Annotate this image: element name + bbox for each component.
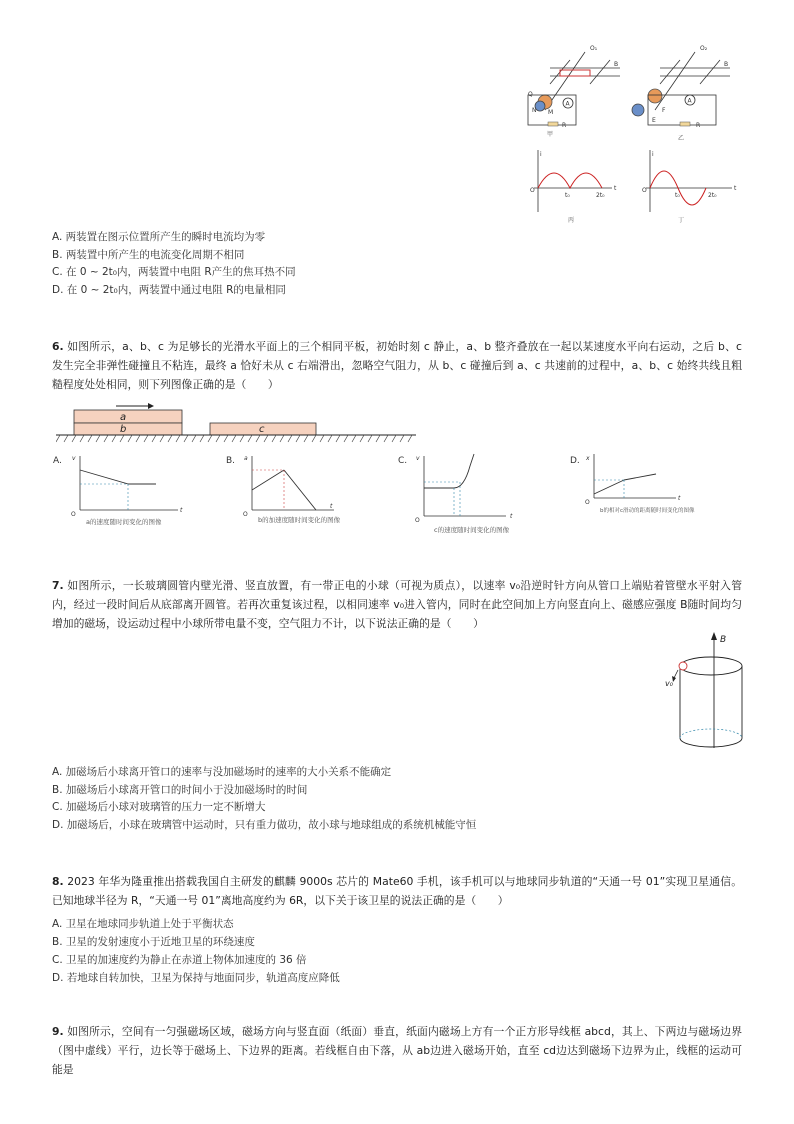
q6-graph-d-caption: b的相对c滑动的距离随时间变化的图像 <box>600 508 695 514</box>
svg-text:x: x <box>586 455 590 462</box>
svg-text:Q: Q <box>528 91 533 98</box>
svg-text:E: E <box>652 117 656 124</box>
q6-velocity-arrow <box>148 403 154 409</box>
q6-graph-d-label: D. <box>570 456 580 466</box>
q9-number: 9. <box>52 1025 64 1038</box>
svg-text:A: A <box>565 100 570 108</box>
q7-b-arrow <box>711 632 717 640</box>
q7-option-b: B. 加磁场后小球离开管口的时间小于没加磁场时的时间 <box>52 784 308 796</box>
svg-text:B: B <box>720 635 727 645</box>
q6-block-a <box>74 410 182 423</box>
svg-text:t₀: t₀ <box>675 192 680 199</box>
svg-text:t: t <box>330 503 333 510</box>
svg-text:O: O <box>530 187 535 194</box>
svg-text:t₀: t₀ <box>565 192 570 199</box>
q5-option-a: A. 两装置在图示位置所产生的瞬时电流均为零 <box>52 231 266 243</box>
q9-stem <box>52 1022 742 1079</box>
svg-text:t: t <box>180 507 183 514</box>
q8-option-a: A. 卫星在地球同步轨道上处于平衡状态 <box>52 918 234 930</box>
svg-text:O₂: O₂ <box>700 45 708 52</box>
q8-text: 2023 年华为隆重推出搭载我国自主研发的麒麟 9000s 芯片的 Mate60 手机，该手机可以与地球同步轨道的“天通一号 01”实现卫星通信。已知地球半径为 R，“天通一号 01”离地高度约为 6R，以下关于该卫星的说法正确的是（ ） <box>52 875 743 907</box>
svg-text:N: N <box>532 107 537 114</box>
q7-ball <box>679 662 687 670</box>
svg-text:R: R <box>562 122 567 129</box>
svg-text:O: O <box>585 499 590 506</box>
q5-apparatus-jia <box>528 45 620 138</box>
q8-option-d: D. 若地球自转加快，卫星为保持与地面同步，轨道高度应降低 <box>52 972 340 984</box>
q7-option-d: D. 加磁场后，小球在玻璃管中运动时，只有重力做功，故小球与地球组成的系统机械能守恒 <box>52 819 477 831</box>
q6-graph-b-label: B. <box>226 456 236 466</box>
q5-graph-bing <box>530 150 617 224</box>
svg-text:t: t <box>678 495 681 502</box>
svg-text:a: a <box>244 455 248 462</box>
q7-option-a: A. 加磁场后小球离开管口的速率与没加磁场时的速率的大小关系不能确定 <box>52 766 392 778</box>
q8-stem <box>52 872 742 910</box>
svg-text:t: t <box>734 185 737 192</box>
svg-text:O: O <box>642 187 647 194</box>
svg-text:2t₀: 2t₀ <box>708 192 717 199</box>
q7-text: 如图所示，一长玻璃圆管内壁光滑、竖直放置，有一带正电的小球（可视为质点），以速率 v₀沿逆时针方向从管口上端贴着管壁水平射入管内，经过一段时间后从底部离开圆管。若再次重复该过程，以相同速率 v₀进入管内，同时在此空间加上方向竖直向上、磁感应强度 B随时间均匀增加的磁场，设运动过程中小球所带电量不变，空气阻力不计，以下说法正确的是（ ） <box>52 579 742 630</box>
svg-text:i: i <box>540 151 542 158</box>
svg-text:O: O <box>71 511 76 518</box>
q6-stem <box>52 337 742 394</box>
svg-text:2t₀: 2t₀ <box>596 192 605 199</box>
svg-text:F: F <box>662 107 666 114</box>
svg-text:a: a <box>120 412 127 423</box>
q5-apparatus-yi <box>632 45 730 142</box>
q8-option-c: C. 卫星的加速度约为静止在赤道上物体加速度的 36 倍 <box>52 954 307 966</box>
q6-graph-a-caption: a的速度随时间变化的图像 <box>86 518 162 526</box>
svg-text:t: t <box>614 185 617 192</box>
svg-text:R: R <box>696 122 701 129</box>
q5-option-b: B. 两装置中所产生的电流变化周期不相同 <box>52 249 245 261</box>
q6-graph-b-caption: b的加速度随时间变化的图像 <box>258 516 341 524</box>
q6-graph-c <box>410 452 540 538</box>
q5-label-bing: 丙 <box>568 217 575 224</box>
svg-text:v: v <box>72 455 76 462</box>
q6-number: 6. <box>52 340 64 353</box>
svg-text:O: O <box>243 511 248 518</box>
q6-graph-a-label: A. <box>53 456 62 466</box>
q7-stem <box>52 576 742 633</box>
q7-tube-figure <box>662 630 752 754</box>
q5-label-ding: 丁 <box>678 217 685 224</box>
q6-graph-d <box>580 452 730 522</box>
q5-label-yi: 乙 <box>678 135 685 142</box>
q9-text: 如图所示，空间有一匀强磁场区域，磁场方向与竖直面（纸面）垂直，纸面内磁场上方有一个正方形导线框 abcd，其上、下两边与磁场边界（图中虚线）平行，边长等于磁场上、下边界的距离。若线框自由下落，从 ab边进入磁场开始，直至 cd边达到磁场下边界为止，线框的运动可能是 <box>52 1025 743 1076</box>
svg-text:B: B <box>614 61 619 68</box>
q5-option-c: C. 在 0 ~ 2t₀内，两装置中电阻 R产生的焦耳热不同 <box>52 266 296 278</box>
q6-block-b <box>74 423 182 435</box>
q6-graph-a <box>66 452 196 530</box>
q5-graph-ding <box>642 150 737 224</box>
q5-option-d: D. 在 0 ~ 2t₀内，两装置中通过电阻 R的电量相同 <box>52 284 286 296</box>
q6-blocks-figure <box>56 400 426 446</box>
svg-text:t: t <box>510 513 513 520</box>
q5-label-jia: 甲 <box>547 131 554 138</box>
q8-option-b: B. 卫星的发射速度小于近地卫星的环绕速度 <box>52 936 255 948</box>
svg-text:v₀: v₀ <box>665 679 673 688</box>
q5-figure <box>510 40 750 230</box>
svg-text:O₁: O₁ <box>590 45 598 52</box>
q6-graph-c-caption: c的速度随时间变化的图像 <box>434 526 510 534</box>
q7-option-c: C. 加磁场后小球对玻璃管的压力一定不断增大 <box>52 801 266 813</box>
svg-text:O: O <box>415 517 420 524</box>
svg-text:b: b <box>120 424 127 435</box>
q8-number: 8. <box>52 875 64 888</box>
q6-graph-c-label: C. <box>398 456 408 466</box>
svg-text:A: A <box>687 97 692 105</box>
svg-text:B: B <box>724 61 729 68</box>
svg-text:c: c <box>259 424 265 435</box>
q6-text: 如图所示，a、b、c 为足够长的光滑水平面上的三个相同平板，初始时刻 c 静止，a、b 整齐叠放在一起以某速度水平向右运动，之后 b、c 发生完全非弹性碰撞且不粘连，最终 a 恰好未从 c 右端滑出，忽略空气阻力，从 b、c 碰撞后到 a、c 共速前的过程中，a、b、c 始终共线且粗糙程度处处相同，则下列图像正确的是（ ） <box>52 340 742 391</box>
q6-graph-b <box>238 452 368 530</box>
svg-text:i: i <box>652 151 654 158</box>
q7-number: 7. <box>52 579 64 592</box>
svg-text:v: v <box>416 455 420 462</box>
svg-text:M: M <box>548 109 554 116</box>
